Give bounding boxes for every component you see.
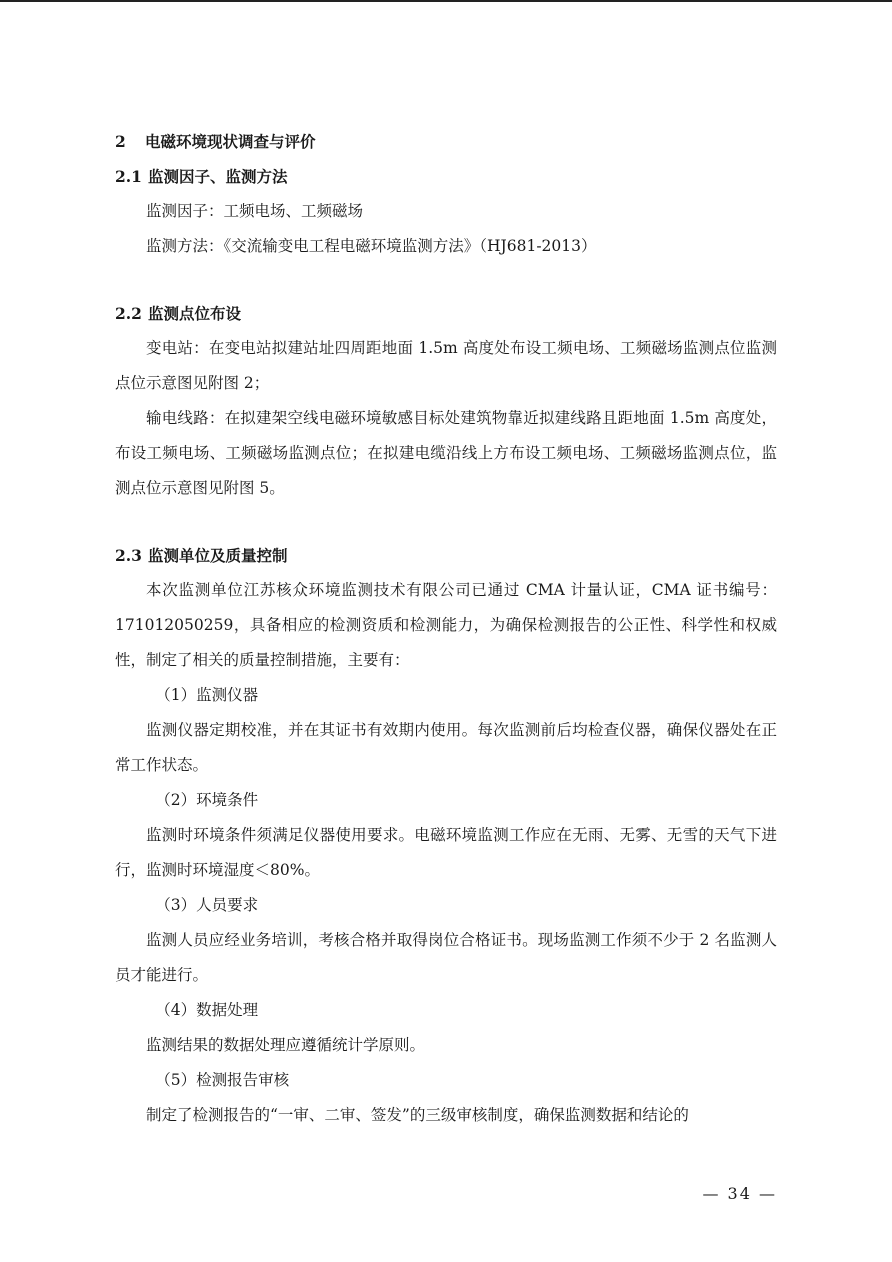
subsection-heading-2-2 xyxy=(115,296,777,331)
paragraph-substation: 变电站：在变电站拟建站址四周距地面 1.5m 高度处布设工频电场、工频磁场监测点位监测点位示意图见附图 2； xyxy=(115,339,777,392)
paragraph-qc-intro: 本次监测单位江苏核众环境监测技术有限公司已通过 CMA 计量认证，CMA 证书编号：171012050259，具备相应的检测资质和检测能力，为确保检测报告的公正性、科学性和权威性，制定了相关的质量控制措施，主要有： xyxy=(115,581,777,669)
list-item-heading: （2）环境条件 xyxy=(155,791,259,809)
subsection-number: 2.2 xyxy=(115,304,142,323)
list-item-text: 监测时环境条件须满足仪器使用要求。电磁环境监测工作应在无雨、无雾、无雪的天气下进行，监测时环境湿度＜80%。 xyxy=(115,826,777,879)
top-border xyxy=(0,0,892,2)
section-title: 电磁环境现状调查与评价 xyxy=(145,132,316,151)
subsection-title: 监测点位布设 xyxy=(147,304,241,323)
subsection-number: 2.1 xyxy=(115,167,142,186)
list-item-text: 监测仪器定期校准，并在其证书有效期内使用。每次监测前后均检查仪器，确保仪器处在正常工作状态。 xyxy=(115,721,777,774)
spacer xyxy=(115,506,777,538)
list-item-text: 监测结果的数据处理应遵循统计学原则。 xyxy=(146,1036,426,1054)
list-item-heading: （3）人员要求 xyxy=(155,896,259,914)
list-item-heading: （4）数据处理 xyxy=(155,1001,259,1019)
subsection-number: 2.3 xyxy=(115,546,142,565)
subsection-heading-2-3 xyxy=(115,538,777,573)
list-item-heading: （5）检测报告审核 xyxy=(155,1071,290,1089)
list-item-heading: （1）监测仪器 xyxy=(155,686,259,704)
document-body xyxy=(115,124,777,1133)
paragraph-transmission-line: 输电线路：在拟建架空线电磁环境敏感目标处建筑物靠近拟建线路且距地面 1.5m 高度处，布设工频电场、工频磁场监测点位；在拟建电缆沿线上方布设工频电场、工频磁场监测点位，监测点位示意图见附图 5。 xyxy=(115,409,777,497)
section-number: 2 xyxy=(115,132,126,151)
paragraph-monitoring-factor: 监测因子：工频电场、工频磁场 xyxy=(146,202,364,220)
subsection-title: 监测因子、监测方法 xyxy=(147,167,288,186)
subsection-heading-2-1 xyxy=(115,159,777,194)
list-item-text: 制定了检测报告的“一审、二审、签发”的三级审核制度，确保监测数据和结论的 xyxy=(146,1106,689,1124)
spacer xyxy=(115,264,777,296)
section-heading-2 xyxy=(115,124,777,159)
page-number: — 34 — xyxy=(702,1184,777,1203)
paragraph-monitoring-method: 监测方法：《交流输变电工程电磁环境监测方法》（HJ681-2013） xyxy=(146,237,597,255)
subsection-title: 监测单位及质量控制 xyxy=(147,546,288,565)
list-item-text: 监测人员应经业务培训，考核合格并取得岗位合格证书。现场监测工作须不少于 2 名监测人员才能进行。 xyxy=(115,931,777,984)
